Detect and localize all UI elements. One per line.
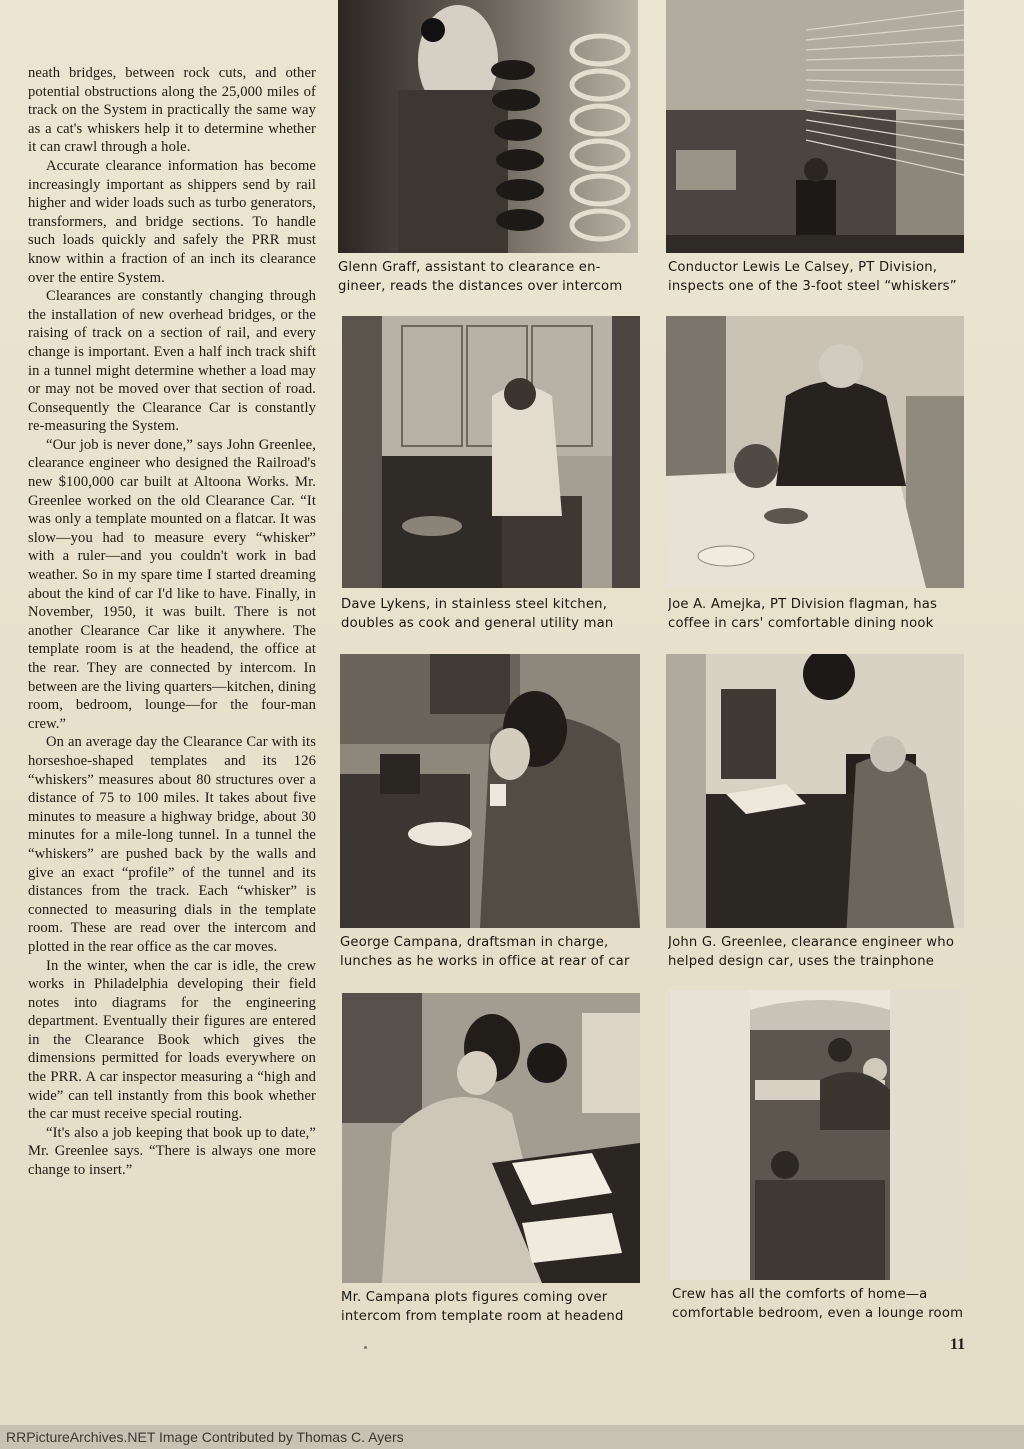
photo-whiskers	[666, 0, 964, 253]
photo-template-room	[338, 0, 638, 253]
caption-photo-2: Conductor Lewis Le Calsey, PT Division, inspects one of the 3-foot steel “whiskers”	[668, 260, 957, 294]
article-paragraph: In the winter, when the car is idle, the crew works in Philadelphia developing their field notes into diagrams for the engineering department. Eventually their figures are entered in the Clearance Book which gives the dimensions permitted for loads everywhere on the PRR. A car inspector measuring a “high and wide” can tell instantly from this book whether the car must receive special routing.	[28, 957, 316, 1123]
photo-trainphone	[666, 654, 964, 928]
article-paragraph: On an average day the Clearance Car with its horseshoe-shaped templates and its 126 “whiskers” measures about 80 structures over a distance of 75 to 100 miles. It takes about five minutes to measure a highway bridge, about 30 minutes for a mile-long tunnel. In a tunnel the “whiskers” are pushed back by the walls and give an exact “profile” of the tunnel and its distances from the track. Each “whisker” is connected to measuring dials in the template room. These are read over the intercom and plotted in the rear office as the car moves.	[28, 734, 316, 955]
article-paragraph: Accurate clearance information has become increasingly important as shippers send by rail higher and wider loads such as turbo generators, transformers, and bridge sections. To handle such loads quickly and safely the PRR must know within a fraction of an inch its clearance over the entire System.	[28, 157, 316, 286]
caption-photo-8: Crew has all the comforts of home—a comfortable bedroom, even a lounge room	[672, 1287, 964, 1321]
caption-photo-5: George Campana, draftsman in charge, lunches as he works in office at rear of car	[340, 935, 630, 969]
caption-photo-6: John G. Greenlee, clearance engineer who helped design car, uses the trainphone	[668, 935, 955, 969]
caption-photo-1: Glenn Graff, assistant to clearance en- gineer, reads the distances over intercom	[338, 260, 623, 294]
article-paragraph: “It's also a job keeping that book up to date,” Mr. Greenlee says. “There is always one more change to insert.”	[28, 1124, 316, 1179]
article-paragraph: “Our job is never done,” says John Greenlee, clearance engineer who designed the Railroad's new $100,000 car built at Altoona Works. Mr. Greenlee worked on the old Clearance Car. “It was only a template mounted on a flatcar. It was slow—you had to measure every “whisker” with a ruler—and you couldn't work in bad weather. So in my spare time I started dreaming about the kind of car I'd like to have. Finally, in November, 1950, it was built. There is not another Clearance Car like it anywhere. The template room is at the headend, the office at the rear. They are connected by intercom. In between are the living quarters—kitchen, dining room, bedroom, lounge—for the four-man crew.”	[28, 436, 316, 732]
photo-bedroom-lounge	[670, 990, 966, 1280]
caption-photo-3: Dave Lykens, in stainless steel kitchen, doubles as cook and general utility man	[341, 597, 614, 631]
photo-dining-nook	[666, 316, 964, 588]
photo-office-lunch	[340, 654, 640, 928]
page-number: 11	[950, 1336, 966, 1353]
article-paragraph: Clearances are constantly changing through the installation of new overhead bridges, or the raising of track on a section of rail, and every change is important. Even a half inch track shift in a tunnel might determine whether a load may or may not be moved over that section of road. Consequently the Clearance Car is constantly re-measuring the System.	[28, 288, 316, 435]
article-paragraph: neath bridges, between rock cuts, and other potential obstructions along the 25,000 miles of track on the System in practically the same way as a cat's whiskers help it to determine whether it can crawl through a hole.	[28, 65, 316, 156]
watermark-footer: RRPictureArchives.NET Image Contributed by Thomas C. Ayers	[0, 1425, 1024, 1449]
print-speck	[364, 1346, 367, 1349]
photo-kitchen	[342, 316, 640, 588]
caption-photo-4: Joe A. Amejka, PT Division flagman, has coffee in cars' comfortable dining nook	[668, 597, 938, 631]
caption-photo-7: Mr. Campana plots figures coming over intercom from template room at headend	[341, 1290, 624, 1324]
photo-plotting	[342, 993, 640, 1283]
article-text	[28, 64, 316, 1180]
